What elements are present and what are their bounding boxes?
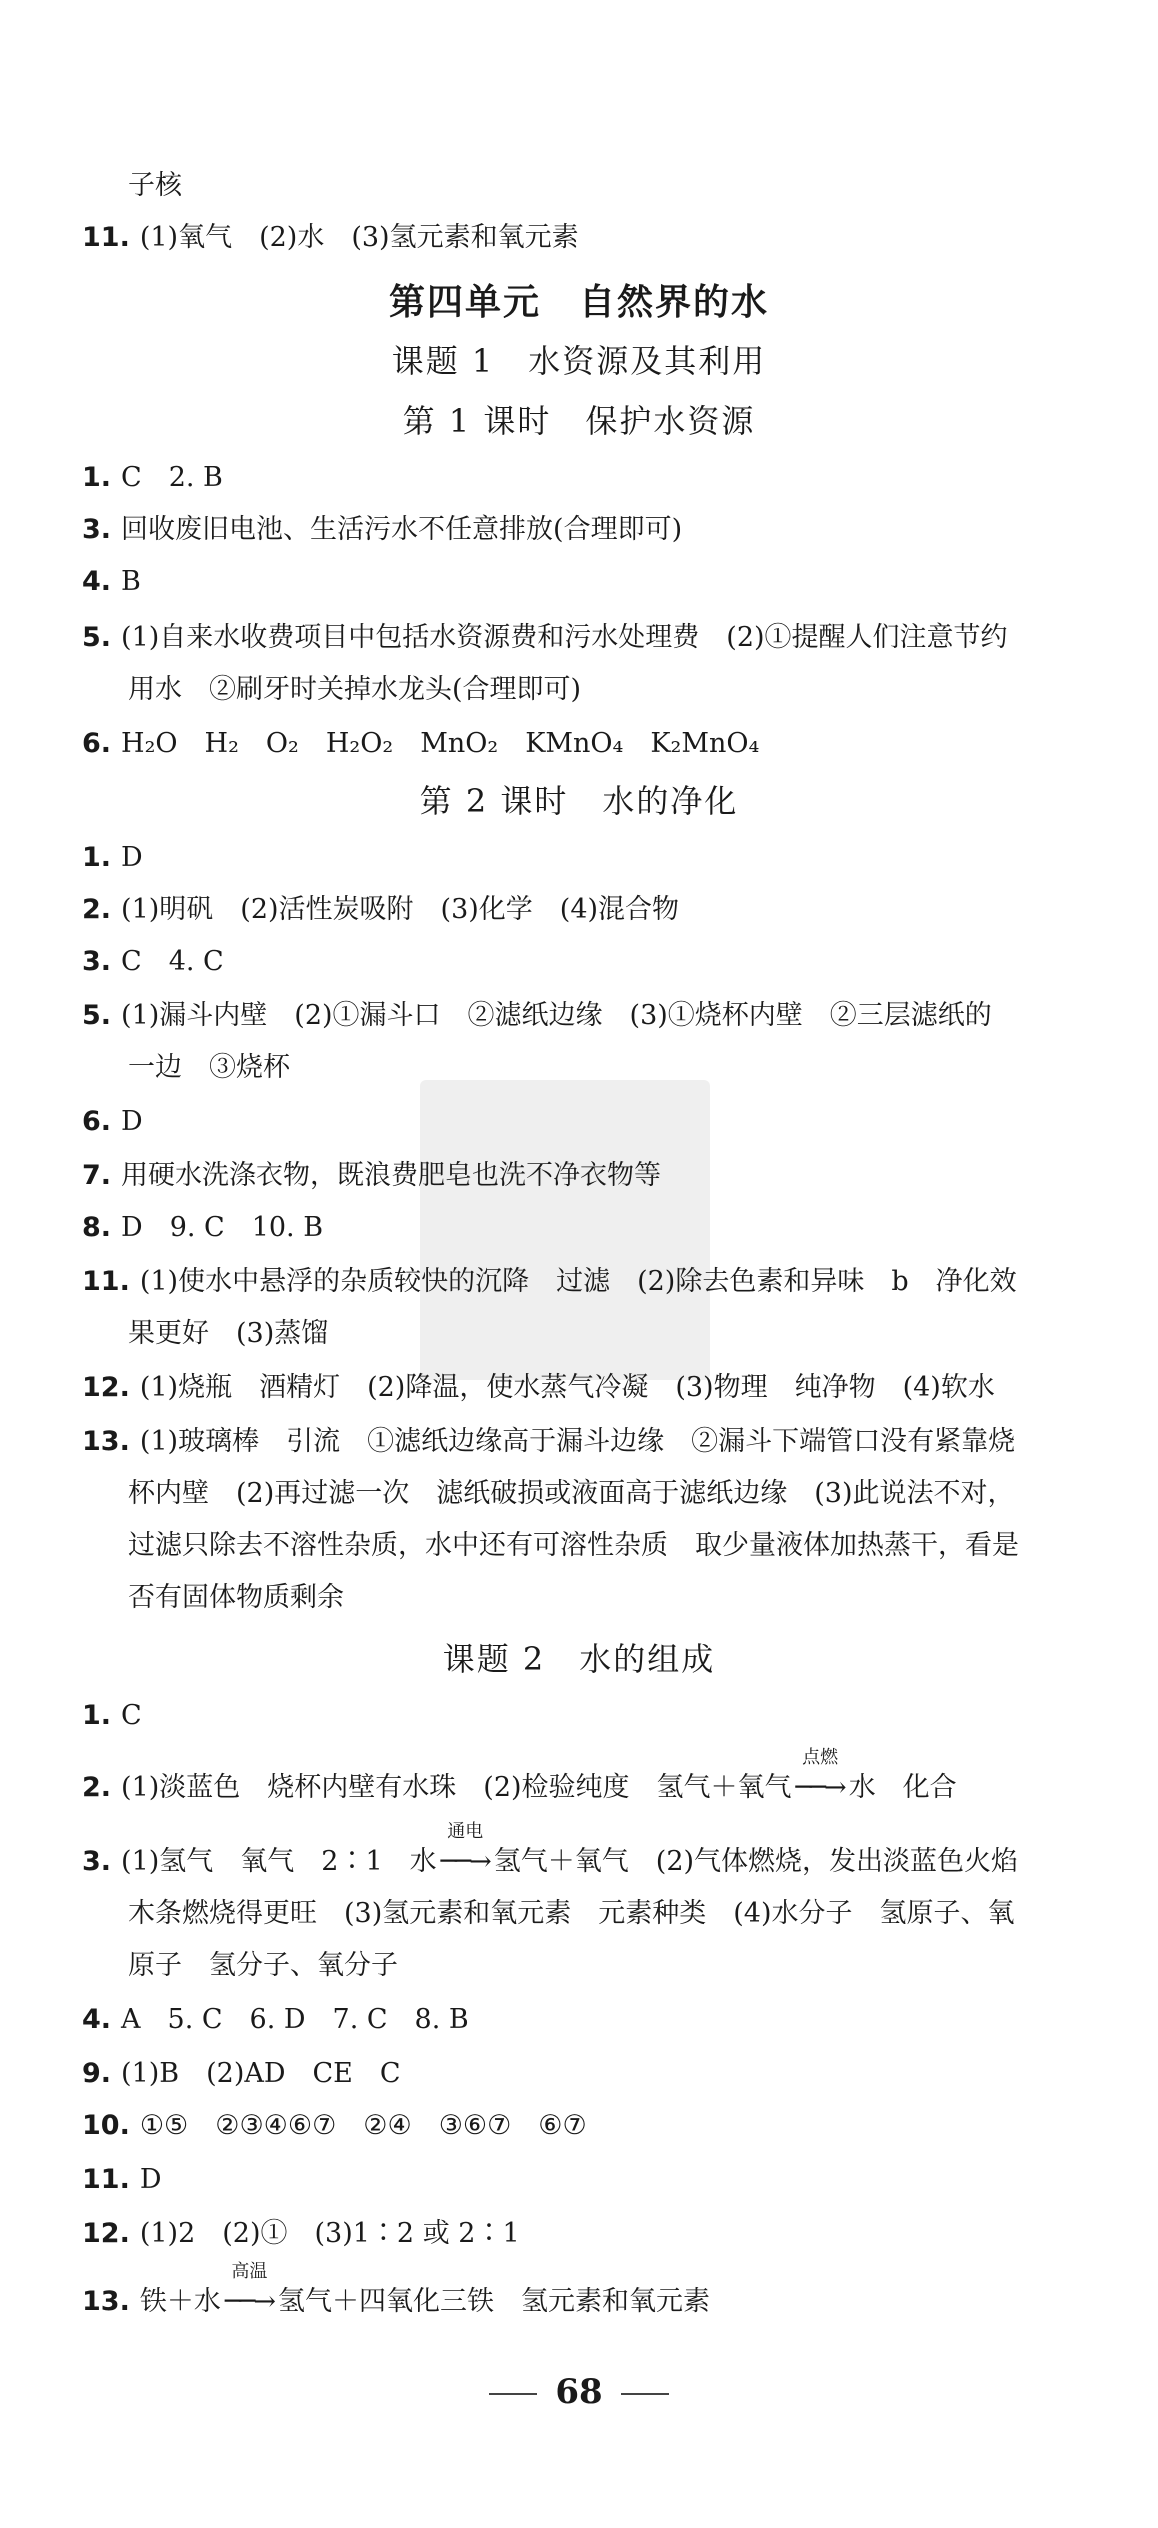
lesson-title: 第 2 课时 水的净化 [419, 782, 739, 820]
question-number: 11. [82, 222, 130, 253]
question-number: 13. [82, 1426, 130, 1457]
question-number: 5. [82, 622, 112, 653]
answer-text: 氢气＋四氧化三铁 氢元素和氧元素 [277, 2286, 710, 2317]
page-number-text: 68 [555, 2372, 603, 2412]
answer-line [82, 2000, 1098, 2040]
answer-line [82, 2106, 1098, 2146]
lesson-title: 第 1 课时 保护水资源 [402, 402, 756, 440]
question-number: 5. [82, 1000, 112, 1031]
reaction-arrow-icon: 通电 ──→ [437, 1842, 494, 1882]
answer-line [82, 2160, 1098, 2200]
answer-text: 铁＋水 [139, 2286, 221, 2317]
question-number: 9. [82, 2058, 112, 2089]
answer-line [82, 618, 1098, 658]
answer-text: 用硬水洗涤衣物，既浪费肥皂也洗不净衣物等 [121, 1160, 662, 1191]
answer-text: (1)B (2)AD CE C [121, 2058, 401, 2089]
answer-continuation: 用水 ②刷牙时关掉水龙头(合理即可) [128, 674, 582, 705]
answer-text: (1)烧瓶 酒精灯 (2)降温，使水蒸气冷凝 (3)物理 纯净物 (4)软水 [139, 1372, 995, 1403]
answer-text: (1)使水中悬浮的杂质较快的沉降 过滤 (2)除去色素和异味 b 净化效 [139, 1266, 1017, 1297]
answer-line [82, 1821, 1098, 1882]
reaction-condition: 点燃 [802, 1747, 839, 1768]
question-number: 2. [82, 1772, 112, 1803]
answer-continuation: 一边 ③烧杯 [128, 1052, 290, 1083]
topic-title: 课题 1 水资源及其利用 [391, 342, 767, 380]
unit-title: 第四单元 自然界的水 [388, 282, 769, 323]
question-number: 12. [82, 2218, 130, 2249]
question-number: 6. [82, 728, 112, 759]
answer-line [82, 1368, 1098, 1408]
reaction-arrow-icon: 高温 ──→ [221, 2282, 278, 2322]
question-number: 3. [82, 514, 112, 545]
answer-line [82, 1102, 1098, 1142]
answer-line [82, 562, 1098, 602]
question-number: 7. [82, 1160, 112, 1191]
answer-continuation: 否有固体物质剩余 [128, 1582, 344, 1613]
answer-continuation: 过滤只除去不溶性杂质，水中还有可溶性杂质 取少量液体加热蒸干，看是 [128, 1530, 1019, 1561]
answer-text: C 2. B [121, 462, 223, 493]
answer-text: 水 化合 [848, 1772, 957, 1803]
question-number: 1. [82, 842, 112, 873]
answer-line [82, 1208, 1098, 1248]
answer-continuation: 木条燃烧得更旺 (3)氢元素和氧元素 元素种类 (4)水分子 氢原子、氧 [128, 1898, 1015, 1929]
answer-line [82, 510, 1098, 550]
continuation-text: 子核 [128, 170, 182, 201]
answer-line [82, 2054, 1098, 2094]
page-number [0, 2372, 1158, 2412]
question-number: 1. [82, 1700, 112, 1731]
answer-text: D [121, 1106, 143, 1137]
question-number: 3. [82, 946, 112, 977]
reaction-condition: 高温 [231, 2261, 268, 2282]
answer-line [82, 724, 1098, 764]
answer-text: (1)自来水收费项目中包括水资源费和污水处理费 (2)①提醒人们注意节约 [121, 622, 1008, 653]
question-number: 3. [82, 1846, 112, 1877]
answer-continuation: 杯内壁 (2)再过滤一次 滤纸破损或液面高于滤纸边缘 (3)此说法不对， [128, 1478, 1015, 1509]
reaction-arrow-icon: 点燃 ──→ [792, 1768, 849, 1808]
answer-text: 氢气＋氧气 (2)气体燃烧，发出淡蓝色火焰 [493, 1846, 1019, 1877]
answer-line [82, 1156, 1098, 1196]
question-number: 11. [82, 2164, 130, 2195]
answer-text: (1)2 (2)① (3)1∶2 或 2∶1 [139, 2218, 520, 2249]
topic-title: 课题 2 水的组成 [442, 1640, 716, 1678]
answer-line [82, 838, 1098, 878]
answer-line [82, 942, 1098, 982]
answer-text: C 4. C [121, 946, 224, 977]
dash-right [621, 2393, 669, 2395]
answer-line [82, 1262, 1098, 1302]
answer-text: C [121, 1700, 142, 1731]
answer-line [82, 1696, 1098, 1736]
answer-text: A 5. C 6. D 7. C 8. B [121, 2004, 469, 2035]
answer-text: (1)氧气 (2)水 (3)氢元素和氧元素 [139, 222, 579, 253]
answer-line [82, 2214, 1098, 2254]
answer-text: D [121, 842, 143, 873]
question-number: 4. [82, 2004, 112, 2035]
answer-text: (1)明矾 (2)活性炭吸附 (3)化学 (4)混合物 [121, 894, 680, 925]
answer-continuation: 果更好 (3)蒸馏 [128, 1318, 329, 1349]
question-number: 10. [82, 2110, 130, 2141]
answer-text: 回收废旧电池、生活污水不任意排放(合理即可) [121, 514, 683, 545]
reaction-condition: 通电 [447, 1821, 484, 1842]
question-number: 6. [82, 1106, 112, 1137]
answer-text: ①⑤ ②③④⑥⑦ ②④ ③⑥⑦ ⑥⑦ [139, 2110, 587, 2141]
formula-list: H₂O H₂ O₂ H₂O₂ MnO₂ KMnO₄ K₂MnO₄ [121, 728, 760, 759]
question-number: 2. [82, 894, 112, 925]
answer-continuation: 原子 氢分子、氧分子 [128, 1950, 398, 1981]
answer-text: B [121, 566, 141, 597]
answer-text: (1)漏斗内壁 (2)①漏斗口 ②滤纸边缘 (3)①烧杯内壁 ②三层滤纸的 [121, 1000, 992, 1031]
answer-text: D 9. C 10. B [121, 1212, 324, 1243]
answer-line [82, 996, 1098, 1036]
answer-text: (1)氢气 氧气 2∶1 水 [121, 1846, 437, 1877]
question-number: 11. [82, 1266, 130, 1297]
question-number: 1. [82, 462, 112, 493]
answer-line [82, 2261, 1098, 2322]
question-number: 13. [82, 2286, 130, 2317]
answer-line [82, 1747, 1098, 1808]
answer-line [82, 890, 1098, 930]
answer-line [82, 458, 1098, 498]
question-number: 4. [82, 566, 112, 597]
answer-line [82, 1422, 1098, 1462]
answer-text: D [139, 2164, 162, 2195]
answer-text: (1)淡蓝色 烧杯内壁有水珠 (2)检验纯度 氢气＋氧气 [121, 1772, 792, 1803]
dash-left [489, 2393, 537, 2395]
question-number: 12. [82, 1372, 130, 1403]
answer-line [82, 218, 1098, 258]
answer-text: (1)玻璃棒 引流 ①滤纸边缘高于漏斗边缘 ②漏斗下端管口没有紧靠烧 [139, 1426, 1016, 1457]
question-number: 8. [82, 1212, 112, 1243]
